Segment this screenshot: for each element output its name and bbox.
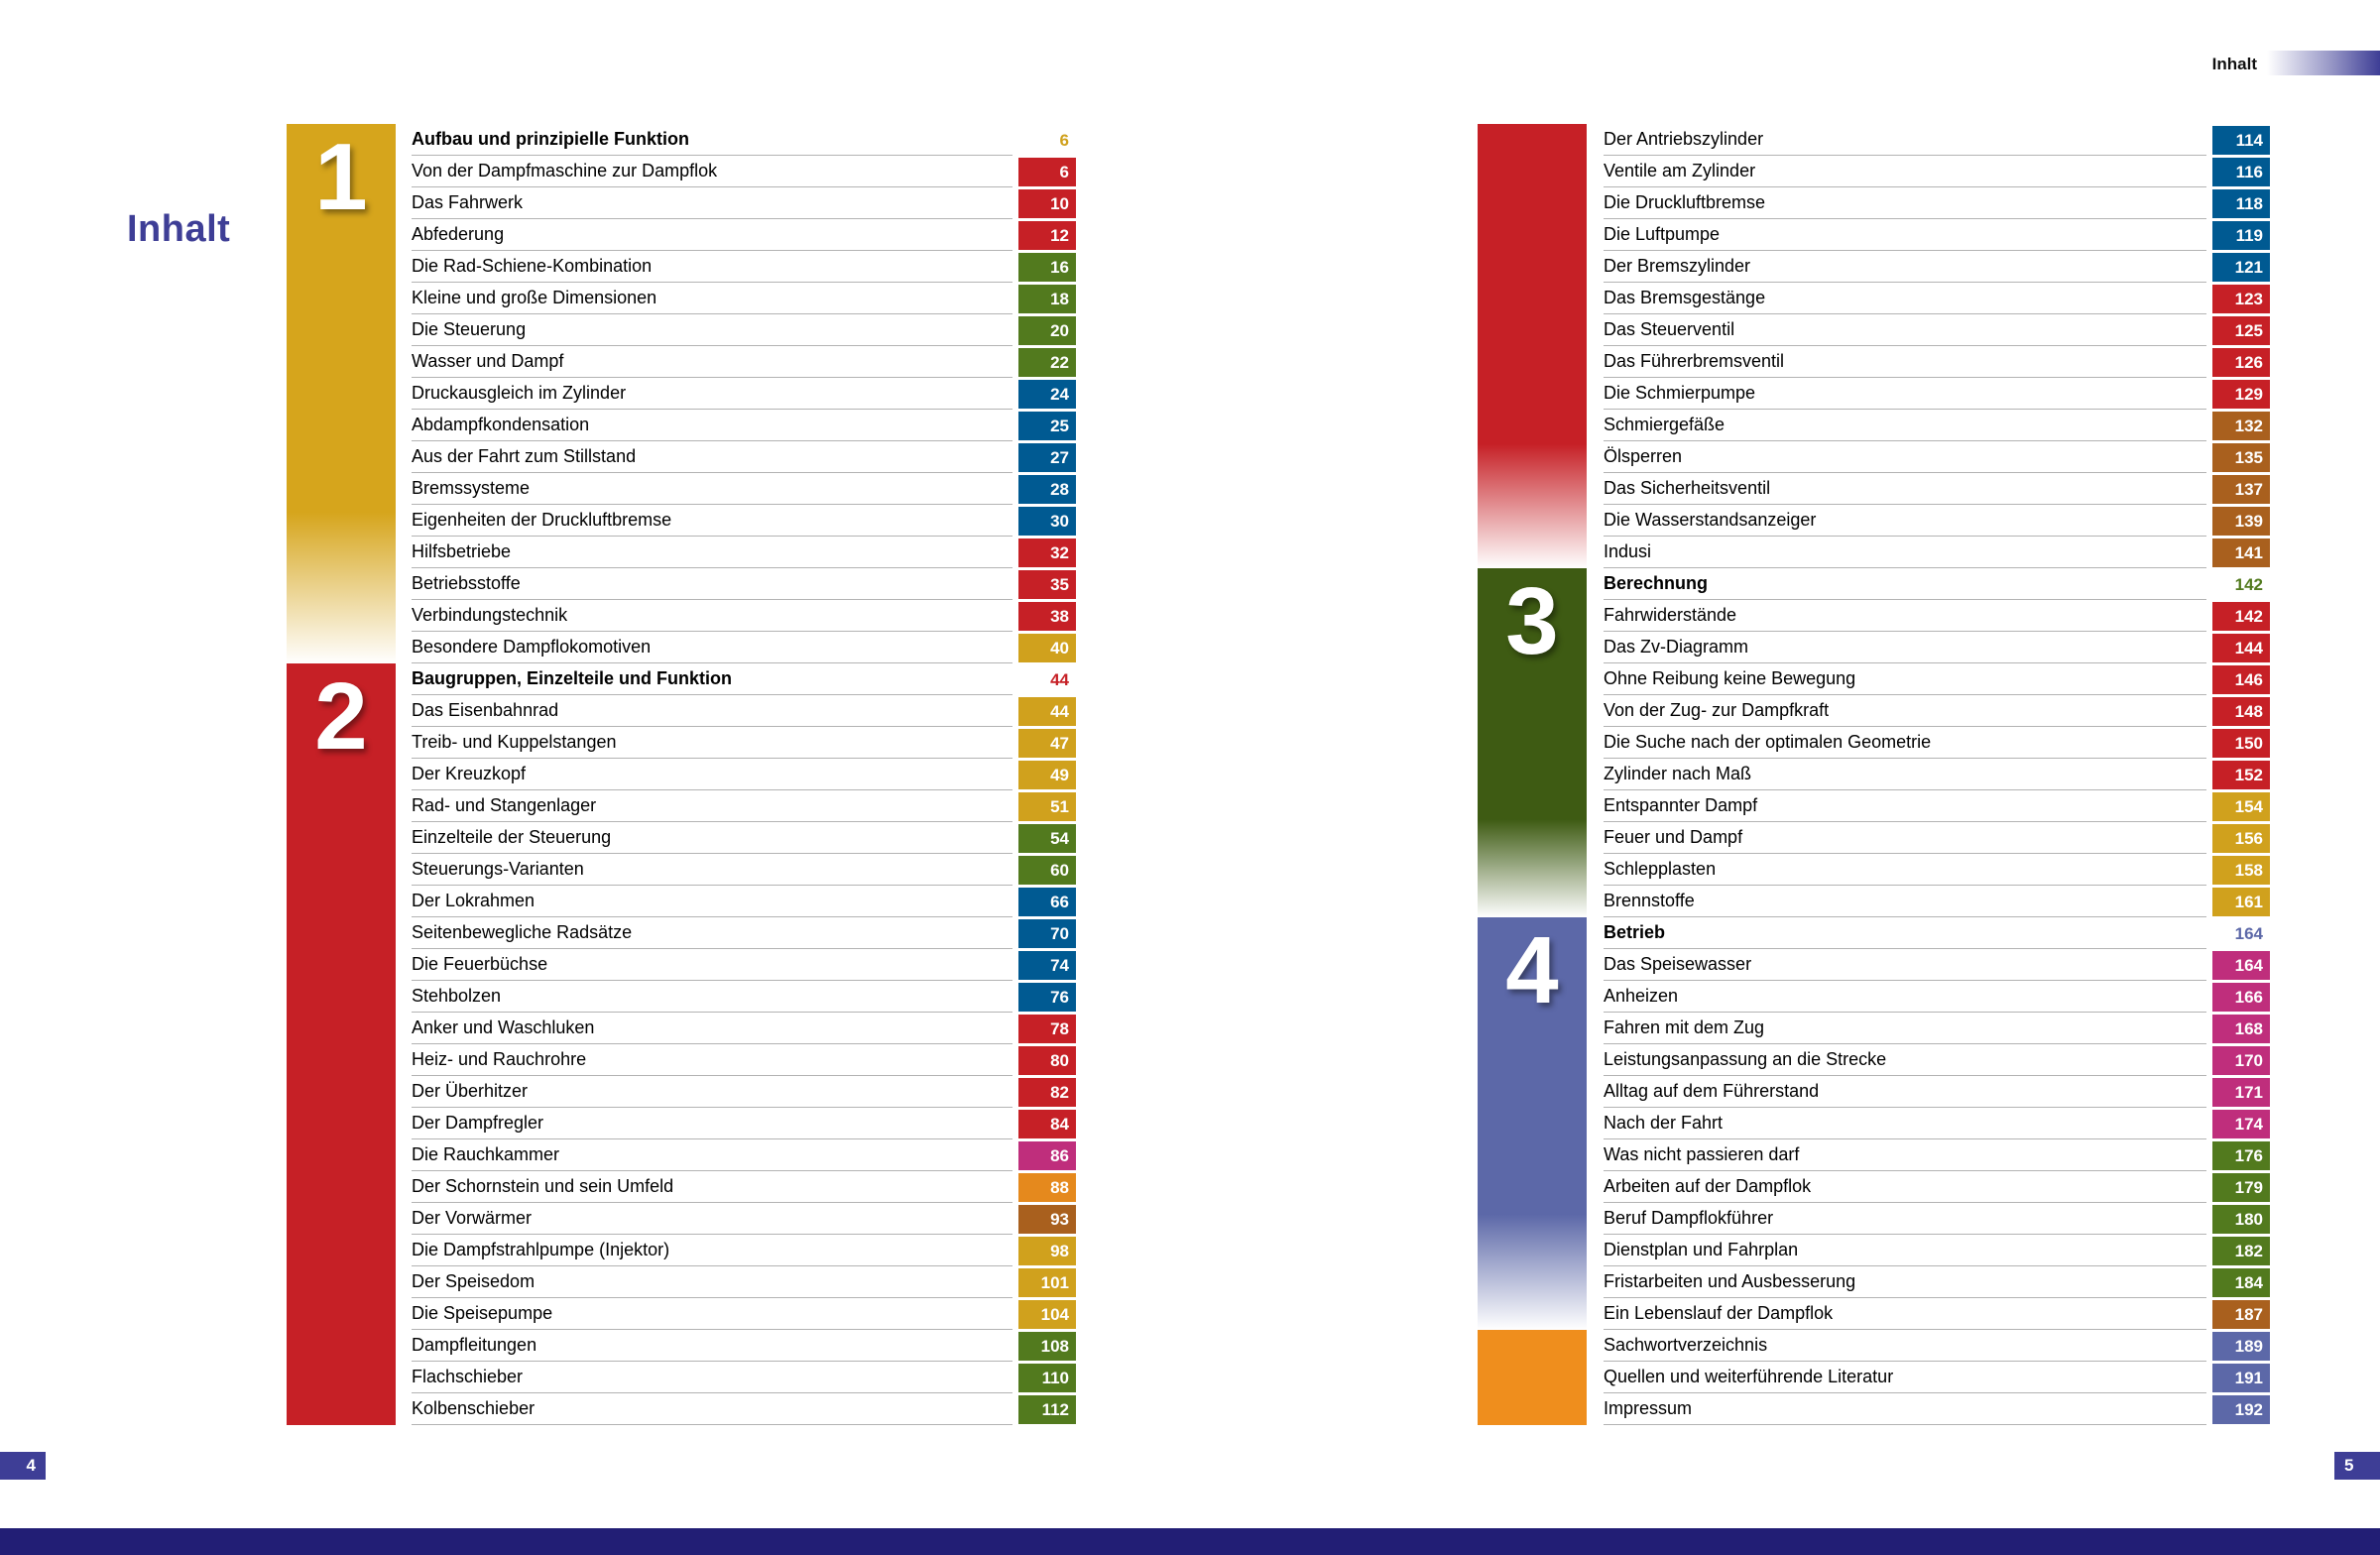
toc-entry-row: [412, 917, 1076, 949]
toc-page-badge: 44: [1018, 697, 1076, 726]
chapter-block-2: [287, 663, 396, 1425]
toc-entry-row: [1604, 1266, 2270, 1298]
toc-section-header-row: [412, 124, 1076, 156]
page-title: Inhalt: [127, 208, 231, 250]
toc-page-badge: 125: [2212, 316, 2270, 345]
toc-entry-label: Abfederung: [412, 219, 1012, 251]
toc-page-badge: 40: [1018, 634, 1076, 662]
toc-entry-row: [412, 187, 1076, 219]
toc-entry-row: [412, 1393, 1076, 1425]
toc-page-badge: 171: [2212, 1078, 2270, 1107]
right-chapter-column: [1478, 124, 1587, 1425]
toc-entry-label: Ohne Reibung keine Bewegung: [1604, 663, 2206, 695]
toc-entry-label: Betrieb: [1604, 917, 2206, 949]
toc-entry-label: Ölsperren: [1604, 441, 2206, 473]
toc-entry-label: Feuer und Dampf: [1604, 822, 2206, 854]
toc-section-header-row: [412, 663, 1076, 695]
chapter-numeral-3: 3: [1505, 568, 1559, 674]
toc-entry-label: Fristarbeiten und Ausbesserung: [1604, 1266, 2206, 1298]
toc-entry-row: [412, 727, 1076, 759]
toc-entry-row: [412, 1266, 1076, 1298]
toc-entry-label: Steuerungs-Varianten: [412, 854, 1012, 886]
toc-page-badge: 27: [1018, 443, 1076, 472]
toc-entry-row: [412, 378, 1076, 410]
toc-entry-row: [1604, 314, 2270, 346]
toc-entry-label: Heiz- und Rauchrohre: [412, 1044, 1012, 1076]
toc-page-badge: 137: [2212, 475, 2270, 504]
toc-page-badge: 176: [2212, 1141, 2270, 1170]
toc-entry-label: Leistungsanpassung an die Strecke: [1604, 1044, 2206, 1076]
running-head-label: Inhalt: [2211, 55, 2257, 73]
toc-entry-label: Das Eisenbahnrad: [412, 695, 1012, 727]
toc-entry-label: Die Suche nach der optimalen Geometrie: [1604, 727, 2206, 759]
toc-entry-label: Der Speisedom: [412, 1266, 1012, 1298]
toc-page-badge: 180: [2212, 1205, 2270, 1234]
toc-page-badge: 30: [1018, 507, 1076, 536]
toc-page-badge: 93: [1018, 1205, 1076, 1234]
toc-entry-row: [412, 505, 1076, 537]
toc-entry-row: [1604, 346, 2270, 378]
toc-entry-label: Das Fahrwerk: [412, 187, 1012, 219]
toc-entry-label: Die Schmierpumpe: [1604, 378, 2206, 410]
toc-entry-label: Abdampfkondensation: [412, 410, 1012, 441]
toc-entry-row: [1604, 187, 2270, 219]
toc-page-badge: 158: [2212, 856, 2270, 885]
toc-entry-row: [412, 283, 1076, 314]
toc-entry-label: Bremssysteme: [412, 473, 1012, 505]
toc-page-badge: 88: [1018, 1173, 1076, 1202]
toc-page-badge: 119: [2212, 221, 2270, 250]
toc-entry-row: [412, 1108, 1076, 1139]
toc-entry-label: Die Luftpumpe: [1604, 219, 2206, 251]
toc-page-badge: 28: [1018, 475, 1076, 504]
toc-section-page-number: 164: [2234, 923, 2263, 943]
toc-entry-row: [412, 600, 1076, 632]
toc-page-badge: 82: [1018, 1078, 1076, 1107]
toc-entry-row: [1604, 1203, 2270, 1235]
toc-page-badge: 25: [1018, 412, 1076, 440]
toc-entry-row: [1604, 822, 2270, 854]
toc-page-badge: 80: [1018, 1046, 1076, 1075]
toc-entry-row: [412, 473, 1076, 505]
toc-entry-label: Das Führerbremsventil: [1604, 346, 2206, 378]
toc-page-badge: 116: [2212, 158, 2270, 186]
toc-page-badge: 166: [2212, 983, 2270, 1012]
toc-page-badge: 123: [2212, 285, 2270, 313]
toc-entry-row: [1604, 854, 2270, 886]
toc-entry-label: Indusi: [1604, 537, 2206, 568]
toc-page-badge: 142: [2212, 602, 2270, 631]
toc-entry-label: Kolbenschieber: [412, 1393, 1012, 1425]
toc-page-badge: 161: [2212, 888, 2270, 916]
toc-page-badge: 187: [2212, 1300, 2270, 1329]
toc-entry-row: [1604, 156, 2270, 187]
toc-entry-row: [412, 441, 1076, 473]
toc-page-badge: 54: [1018, 824, 1076, 853]
toc-page-badge: 129: [2212, 380, 2270, 409]
toc-page-badge: 191: [2212, 1364, 2270, 1392]
toc-entry-label: Beruf Dampflokführer: [1604, 1203, 2206, 1235]
toc-entry-label: Rad- und Stangenlager: [412, 790, 1012, 822]
toc-entry-row: [1604, 1330, 2270, 1362]
toc-entry-row: [412, 346, 1076, 378]
toc-entry-label: Druckausgleich im Zylinder: [412, 378, 1012, 410]
toc-entry-label: Der Überhitzer: [412, 1076, 1012, 1108]
toc-entry-row: [412, 981, 1076, 1013]
toc-page-badge: 20: [1018, 316, 1076, 345]
toc-entry-row: [412, 632, 1076, 663]
toc-entry-label: Der Bremszylinder: [1604, 251, 2206, 283]
toc-entry-row: [1604, 1108, 2270, 1139]
toc-entry-row: [412, 251, 1076, 283]
toc-page-badge: 135: [2212, 443, 2270, 472]
toc-page-badge: 141: [2212, 538, 2270, 567]
toc-page-badge: 146: [2212, 665, 2270, 694]
toc-page-badge: 148: [2212, 697, 2270, 726]
toc-entry-row: [412, 410, 1076, 441]
toc-entry-row: [1604, 632, 2270, 663]
toc-entry-row: [1604, 473, 2270, 505]
toc-entry-label: Das Bremsgestänge: [1604, 283, 2206, 314]
left-chapter-column: [287, 124, 396, 1425]
toc-page-badge: 189: [2212, 1332, 2270, 1361]
toc-entry-row: [1604, 1013, 2270, 1044]
toc-entry-label: Der Vorwärmer: [412, 1203, 1012, 1235]
toc-entry-label: Von der Zug- zur Dampfkraft: [1604, 695, 2206, 727]
toc-page-badge: 12: [1018, 221, 1076, 250]
toc-entry-label: Die Wasserstandsanzeiger: [1604, 505, 2206, 537]
toc-entry-row: [1604, 759, 2270, 790]
toc-page-badge: 179: [2212, 1173, 2270, 1202]
toc-entry-row: [1604, 1171, 2270, 1203]
toc-page-badge: 101: [1018, 1268, 1076, 1297]
toc-entry-row: [412, 537, 1076, 568]
toc-page-badge: 38: [1018, 602, 1076, 631]
toc-entry-row: [412, 949, 1076, 981]
toc-entry-row: [412, 854, 1076, 886]
toc-entry-row: [1604, 1298, 2270, 1330]
toc-entry-label: Seitenbewegliche Radsätze: [412, 917, 1012, 949]
toc-page-badge: 10: [1018, 189, 1076, 218]
toc-entry-label: Arbeiten auf der Dampflok: [1604, 1171, 2206, 1203]
toc-entry-row: [412, 759, 1076, 790]
toc-entry-label: Betriebsstoffe: [412, 568, 1012, 600]
toc-page-badge: 66: [1018, 888, 1076, 916]
toc-entry-row: [412, 1362, 1076, 1393]
toc-entry-label: Ein Lebenslauf der Dampflok: [1604, 1298, 2206, 1330]
toc-entry-row: [1604, 1076, 2270, 1108]
toc-entry-label: Zylinder nach Maß: [1604, 759, 2206, 790]
toc-page-badge: 121: [2212, 253, 2270, 282]
toc-entry-label: Kleine und große Dimensionen: [412, 283, 1012, 314]
toc-entry-label: Nach der Fahrt: [1604, 1108, 2206, 1139]
toc-entry-row: [1604, 981, 2270, 1013]
toc-entry-row: [1604, 505, 2270, 537]
toc-entry-label: Verbindungstechnik: [412, 600, 1012, 632]
toc-entry-label: Aufbau und prinzipielle Funktion: [412, 124, 1012, 156]
toc-page-badge: 70: [1018, 919, 1076, 948]
toc-entry-row: [1604, 283, 2270, 314]
toc-entry-row: [1604, 1235, 2270, 1266]
toc-entry-row: [1604, 663, 2270, 695]
toc-entry-row: [412, 314, 1076, 346]
toc-entry-label: Schlepplasten: [1604, 854, 2206, 886]
toc-entry-row: [412, 1076, 1076, 1108]
toc-entry-row: [1604, 1393, 2270, 1425]
toc-entry-row: [412, 695, 1076, 727]
toc-page-badge: 156: [2212, 824, 2270, 853]
toc-entry-label: Flachschieber: [412, 1362, 1012, 1393]
toc-page-badge: 74: [1018, 951, 1076, 980]
toc-entry-row: [1604, 1139, 2270, 1171]
chapter-block-1: [287, 124, 396, 663]
toc-entry-label: Entspannter Dampf: [1604, 790, 2206, 822]
toc-entry-row: [412, 822, 1076, 854]
toc-entry-label: Die Dampfstrahlpumpe (Injektor): [412, 1235, 1012, 1266]
page-number-tab-left: 4: [0, 1452, 46, 1480]
toc-entry-row: [1604, 219, 2270, 251]
toc-page-badge: 152: [2212, 761, 2270, 789]
toc-entry-label: Besondere Dampflokomotiven: [412, 632, 1012, 663]
toc-page-badge: 18: [1018, 285, 1076, 313]
toc-entry-row: [412, 156, 1076, 187]
toc-page-badge: 139: [2212, 507, 2270, 536]
toc-entry-label: Impressum: [1604, 1393, 2206, 1425]
toc-entry-row: [412, 1330, 1076, 1362]
toc-page-badge: 168: [2212, 1015, 2270, 1043]
toc-page-badge: 182: [2212, 1237, 2270, 1265]
toc-entry-label: Anker und Waschluken: [412, 1013, 1012, 1044]
toc-entry-label: Einzelteile der Steuerung: [412, 822, 1012, 854]
toc-entry-row: [1604, 600, 2270, 632]
toc-section-header-row: [1604, 917, 2270, 949]
toc-entry-label: Aus der Fahrt zum Stillstand: [412, 441, 1012, 473]
toc-page-badge: 84: [1018, 1110, 1076, 1138]
page-number-tab-right: 5: [2334, 1452, 2380, 1480]
toc-page-badge: 49: [1018, 761, 1076, 789]
toc-entry-label: Das Speisewasser: [1604, 949, 2206, 981]
toc-entry-row: [412, 568, 1076, 600]
toc-entry-row: [1604, 410, 2270, 441]
toc-page-badge: 118: [2212, 189, 2270, 218]
toc-page-badge: 132: [2212, 412, 2270, 440]
toc-page-badge: 22: [1018, 348, 1076, 377]
toc-entry-row: [1604, 1362, 2270, 1393]
toc-page-badge: 16: [1018, 253, 1076, 282]
toc-page-badge: 78: [1018, 1015, 1076, 1043]
toc-page-badge: 126: [2212, 348, 2270, 377]
toc-entry-label: Ventile am Zylinder: [1604, 156, 2206, 187]
toc-page-badge: 60: [1018, 856, 1076, 885]
chapter-block-3: [1478, 568, 1587, 917]
toc-entry-row: [412, 1235, 1076, 1266]
chapter-block-4: [1478, 917, 1587, 1330]
toc-entry-label: Fahren mit dem Zug: [1604, 1013, 2206, 1044]
toc-section-page-number: 6: [1059, 130, 1069, 150]
toc-page-badge: 104: [1018, 1300, 1076, 1329]
toc-entry-label: Dampfleitungen: [412, 1330, 1012, 1362]
toc-entry-row: [412, 1044, 1076, 1076]
toc-entry-label: Die Rad-Schiene-Kombination: [412, 251, 1012, 283]
toc-entry-row: [412, 1013, 1076, 1044]
toc-entry-label: Das Steuerventil: [1604, 314, 2206, 346]
toc-page-badge: 150: [2212, 729, 2270, 758]
toc-entry-label: Fahrwiderstände: [1604, 600, 2206, 632]
toc-entry-label: Dienstplan und Fahrplan: [1604, 1235, 2206, 1266]
toc-section-page-number: 142: [2234, 574, 2263, 594]
toc-page-badge: 164: [2212, 951, 2270, 980]
toc-page-badge: 47: [1018, 729, 1076, 758]
chapter-numeral-2: 2: [314, 663, 368, 770]
right-toc-rows: [1604, 124, 2270, 1425]
toc-entry-row: [1604, 251, 2270, 283]
toc-entry-label: Die Steuerung: [412, 314, 1012, 346]
toc-entry-label: Von der Dampfmaschine zur Dampflok: [412, 156, 1012, 187]
running-head-gradient-bar: [2267, 51, 2380, 75]
toc-page-badge: 86: [1018, 1141, 1076, 1170]
toc-entry-row: [1604, 949, 2270, 981]
toc-entry-label: Das Sicherheitsventil: [1604, 473, 2206, 505]
toc-section-page-number: 44: [1050, 669, 1069, 689]
toc-entry-label: Die Feuerbüchse: [412, 949, 1012, 981]
toc-entry-label: Eigenheiten der Druckluftbremse: [412, 505, 1012, 537]
toc-entry-row: [1604, 1044, 2270, 1076]
toc-page-badge: 51: [1018, 792, 1076, 821]
toc-entry-label: Stehbolzen: [412, 981, 1012, 1013]
toc-entry-row: [1604, 727, 2270, 759]
toc-page-badge: 24: [1018, 380, 1076, 409]
toc-entry-label: Der Kreuzkopf: [412, 759, 1012, 790]
chapter-numeral-4: 4: [1505, 917, 1559, 1023]
toc-entry-row: [1604, 441, 2270, 473]
toc-entry-row: [412, 790, 1076, 822]
toc-entry-label: Quellen und weiterführende Literatur: [1604, 1362, 2206, 1393]
toc-page-badge: 174: [2212, 1110, 2270, 1138]
toc-entry-label: Hilfsbetriebe: [412, 537, 1012, 568]
toc-entry-row: [1604, 886, 2270, 917]
toc-entry-label: Alltag auf dem Führerstand: [1604, 1076, 2206, 1108]
toc-entry-label: Treib- und Kuppelstangen: [412, 727, 1012, 759]
chapter-block: [1478, 1330, 1587, 1425]
toc-entry-label: Brennstoffe: [1604, 886, 2206, 917]
toc-entry-row: [412, 886, 1076, 917]
toc-page-badge: 98: [1018, 1237, 1076, 1265]
toc-entry-label: Wasser und Dampf: [412, 346, 1012, 378]
toc-entry-row: [412, 219, 1076, 251]
toc-page-badge: 170: [2212, 1046, 2270, 1075]
toc-entry-row: [1604, 378, 2270, 410]
toc-page-badge: 192: [2212, 1395, 2270, 1424]
toc-page-badge: 32: [1018, 538, 1076, 567]
toc-entry-label: Der Dampfregler: [412, 1108, 1012, 1139]
toc-entry-row: [1604, 790, 2270, 822]
toc-page-badge: 114: [2212, 126, 2270, 155]
toc-page-badge: 112: [1018, 1395, 1076, 1424]
toc-entry-label: Der Lokrahmen: [412, 886, 1012, 917]
toc-entry-label: Der Antriebszylinder: [1604, 124, 2206, 156]
toc-entry-label: Anheizen: [1604, 981, 2206, 1013]
toc-page-badge: 184: [2212, 1268, 2270, 1297]
toc-page-badge: 76: [1018, 983, 1076, 1012]
toc-entry-row: [412, 1139, 1076, 1171]
toc-entry-label: Der Schornstein und sein Umfeld: [412, 1171, 1012, 1203]
toc-entry-label: Was nicht passieren darf: [1604, 1139, 2206, 1171]
left-toc-rows: [412, 124, 1076, 1425]
chapter-block: [1478, 124, 1587, 568]
toc-entry-row: [412, 1203, 1076, 1235]
toc-page-badge: 108: [1018, 1332, 1076, 1361]
toc-entry-row: [412, 1298, 1076, 1330]
toc-page-badge: 154: [2212, 792, 2270, 821]
chapter-numeral-1: 1: [314, 124, 368, 230]
toc-entry-row: [1604, 695, 2270, 727]
toc-section-header-row: [1604, 568, 2270, 600]
toc-entry-row: [1604, 124, 2270, 156]
toc-page-badge: 110: [1018, 1364, 1076, 1392]
toc-entry-label: Die Druckluftbremse: [1604, 187, 2206, 219]
toc-entry-row: [412, 1171, 1076, 1203]
toc-page-badge: 6: [1018, 158, 1076, 186]
toc-entry-row: [1604, 537, 2270, 568]
toc-page-badge: 144: [2212, 634, 2270, 662]
toc-page-badge: 35: [1018, 570, 1076, 599]
toc-entry-label: Sachwortverzeichnis: [1604, 1330, 2206, 1362]
toc-entry-label: Schmiergefäße: [1604, 410, 2206, 441]
toc-entry-label: Das Zv-Diagramm: [1604, 632, 2206, 663]
footer-bar: [0, 1528, 2380, 1555]
toc-entry-label: Die Rauchkammer: [412, 1139, 1012, 1171]
toc-entry-label: Baugruppen, Einzelteile und Funktion: [412, 663, 1012, 695]
toc-entry-label: Die Speisepumpe: [412, 1298, 1012, 1330]
toc-entry-label: Berechnung: [1604, 568, 2206, 600]
